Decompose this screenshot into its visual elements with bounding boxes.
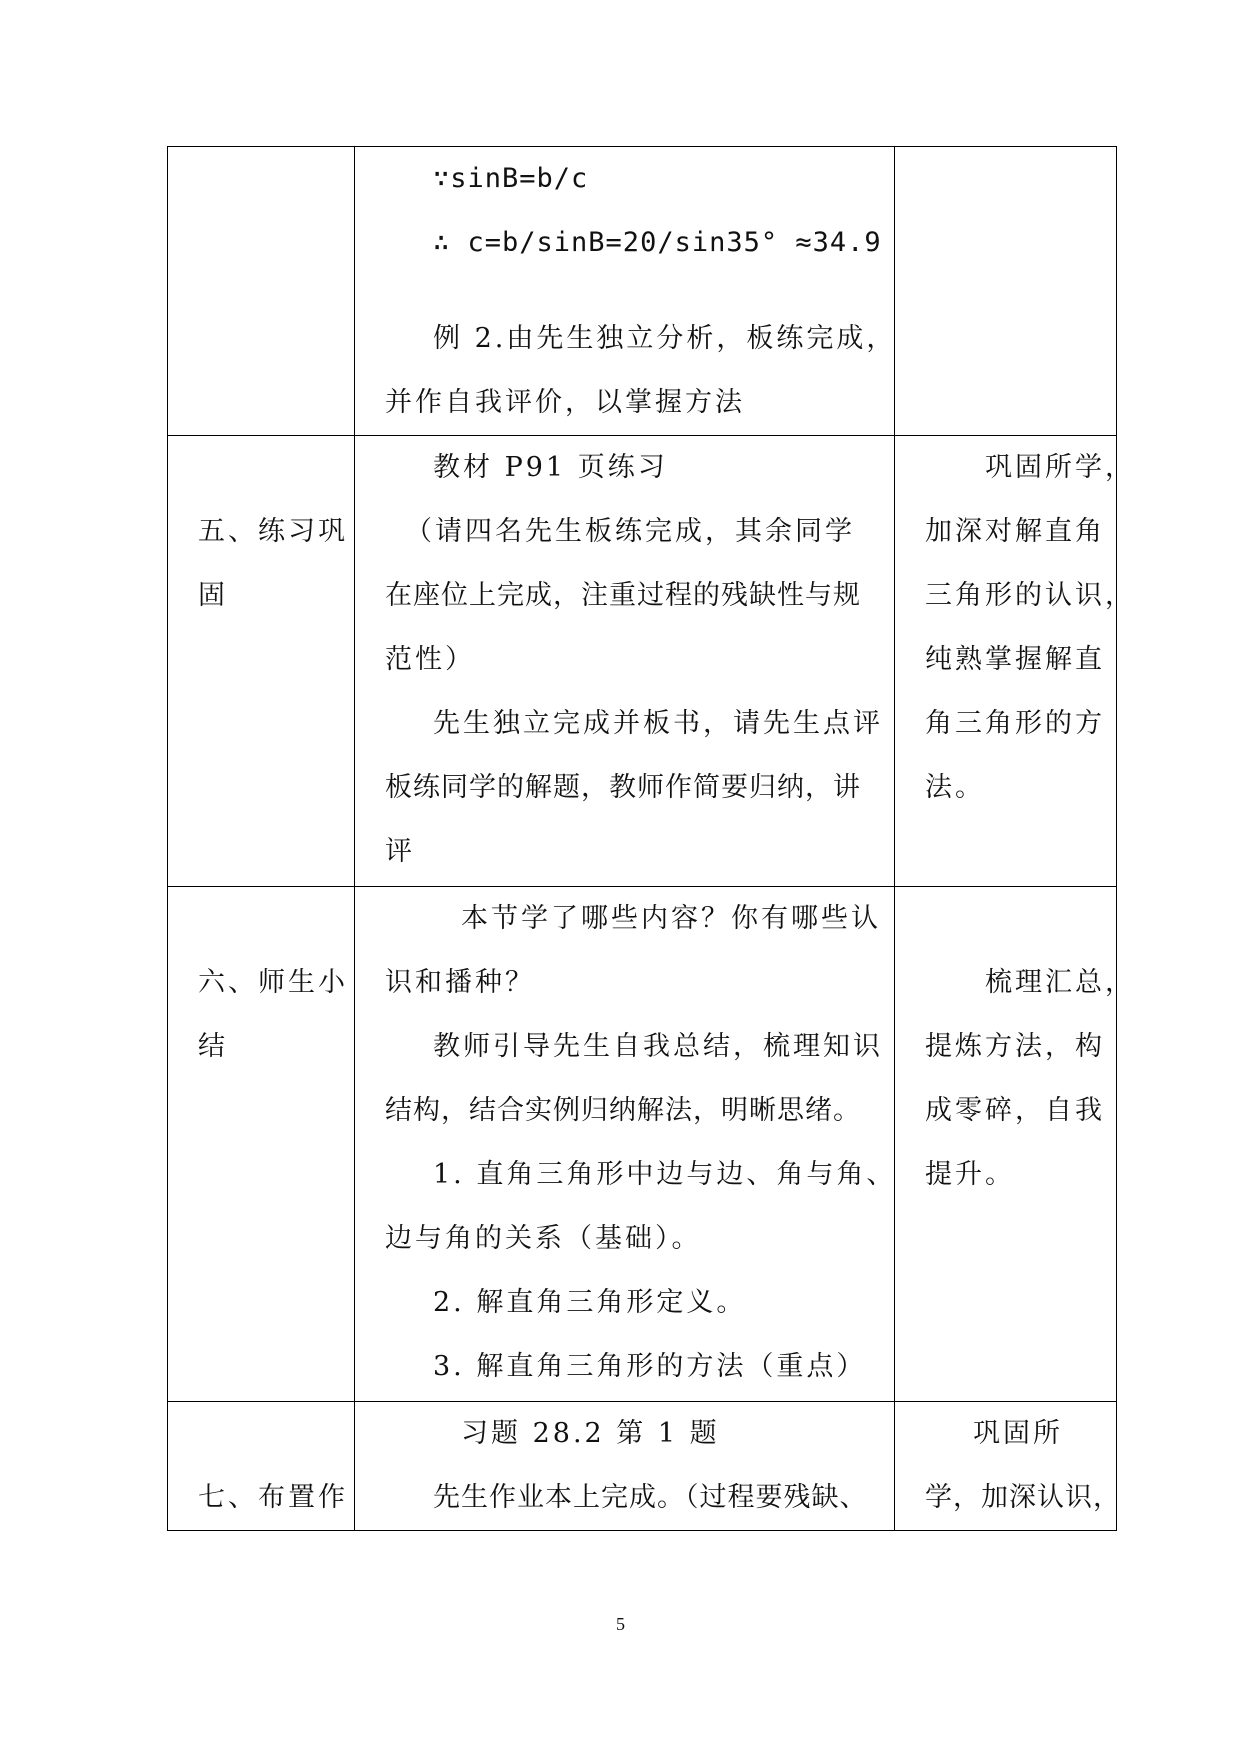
purpose-cell	[895, 887, 1135, 1402]
purpose-line: 加深对解直角	[925, 516, 1105, 547]
stage-line: 结	[198, 1031, 228, 1062]
content-line: 先生作业本上完成。（过程要残缺、	[433, 1482, 868, 1513]
content-line: ∵sinB=b/c	[433, 163, 589, 194]
stage-cell	[168, 436, 355, 887]
content-line: 教材 P91 页练习	[433, 452, 668, 483]
purpose-cell	[895, 147, 1117, 436]
purpose-line: 提炼方法，构	[925, 1031, 1105, 1062]
purpose-cell	[895, 1402, 1121, 1531]
stage-line: 五、练习巩	[198, 516, 348, 547]
stage-cell	[168, 1402, 355, 1531]
stage-line	[168, 436, 354, 500]
content-line: 3. 解直角三角形的方法（重点）	[433, 1351, 867, 1382]
content-line: 例 2.由先生独立分析，板练完成，	[433, 323, 897, 354]
content-cell	[355, 147, 895, 436]
stage-cell	[168, 887, 355, 1402]
content-line: 2. 解直角三角形定义。	[433, 1287, 747, 1318]
table-row	[168, 436, 1117, 887]
stage-line: 六、师生小	[198, 967, 348, 998]
content-line: 在座位上完成，注重过程的残缺性与规	[385, 580, 861, 611]
content-line: ∴ c=b/sinB=20/sin35° ≈34.9	[433, 227, 882, 258]
content-line: 习题 28.2 第 1 题	[461, 1418, 720, 1449]
stage-line: 七、布置作	[198, 1482, 348, 1513]
content-line	[355, 275, 894, 307]
table-row	[168, 887, 1117, 1402]
content-line: 1. 直角三角形中边与边、角与角、	[433, 1159, 897, 1190]
content-line: 教师引导先生自我总结，梳理知识	[433, 1031, 883, 1062]
purpose-line: 三角形的认识，	[925, 580, 1135, 611]
content-line: 范性）	[385, 644, 475, 675]
content-cell	[355, 436, 895, 887]
purpose-cell	[895, 436, 1135, 887]
content-cell	[355, 1402, 895, 1531]
stage-cell	[168, 147, 355, 436]
table-row	[168, 1402, 1117, 1531]
content-line: 识和播种？	[385, 967, 535, 998]
content-line: （请四名先生板练完成，其余同学	[405, 516, 855, 547]
purpose-line: 巩固所	[973, 1418, 1063, 1449]
purpose-line: 学，加深认识，	[925, 1482, 1121, 1513]
stage-line	[168, 887, 354, 951]
content-line: 结构，结合实例归纳解法，明晰思绪。	[385, 1095, 861, 1126]
content-line: 先生独立完成并板书，请先生点评	[433, 708, 883, 739]
purpose-line: 梳理汇总，	[985, 967, 1135, 998]
purpose-line: 纯熟掌握解直	[925, 644, 1105, 675]
purpose-line: 角三角形的方	[925, 708, 1105, 739]
content-line: 评	[385, 836, 415, 867]
purpose-line: 提升。	[925, 1159, 1015, 1190]
table-row	[168, 147, 1117, 436]
content-line: 并作自我评价，以掌握方法	[385, 387, 745, 418]
purpose-line: 成零碎，自我	[925, 1095, 1105, 1126]
content-line: 边与角的关系（基础）。	[385, 1223, 702, 1254]
stage-line	[168, 1402, 354, 1466]
stage-line: 固	[198, 580, 228, 611]
purpose-line: 法。	[925, 772, 985, 803]
page-number: 5	[616, 1614, 625, 1634]
lesson-plan-table	[167, 146, 1135, 1531]
content-line: 板练同学的解题，教师作简要归纳，讲	[385, 772, 861, 803]
content-line: 本节学了哪些内容？你有哪些认	[461, 903, 881, 934]
content-cell	[355, 887, 895, 1402]
purpose-line	[895, 887, 1116, 951]
purpose-line: 巩固所学，	[985, 452, 1135, 483]
